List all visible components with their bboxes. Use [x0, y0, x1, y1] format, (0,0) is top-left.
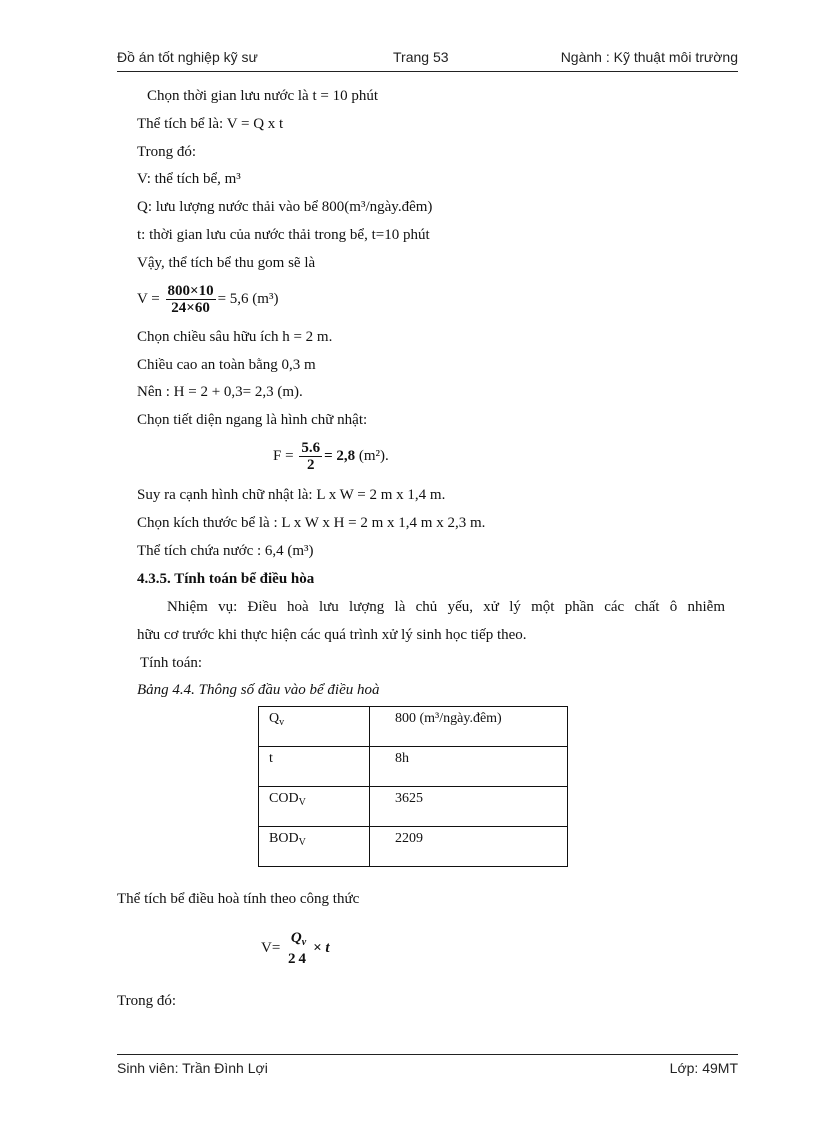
section-heading: 4.3.5. Tính toán bể điều hòa [137, 571, 315, 587]
text-line: Tính toán: [140, 655, 203, 671]
table-row [259, 707, 568, 747]
param-cell [259, 827, 370, 867]
page-header [117, 49, 738, 72]
eq-rhs: = 5,6 (m³) [217, 291, 279, 307]
eq-lhs: F = [273, 448, 294, 464]
text-line: V: thể tích bể, m³ [137, 171, 241, 187]
eq-numerator-symbol: Q [290, 930, 302, 947]
text-line: Trong đó: [117, 993, 177, 1009]
eq-numerator-subscript: v [301, 937, 307, 949]
equation-volume-equalization [261, 928, 330, 968]
table-caption: Bảng 4.4. Thông số đầu vào bể điều hoà [137, 682, 380, 698]
eq-fraction [166, 283, 216, 316]
value-cell: 8h [370, 747, 568, 787]
eq-fraction [299, 440, 322, 473]
eq-lhs: V = [137, 291, 160, 307]
eq-fraction [286, 930, 311, 967]
value-cell: 3625 [370, 787, 568, 827]
eq-denominator: 2 [306, 457, 315, 474]
table-row [259, 747, 568, 787]
eq-rhs: × t [313, 940, 330, 956]
param-name: BOD [269, 831, 299, 846]
text-line: Thể tích bể là: V = Q x t [137, 116, 284, 132]
eq-unit: (m²). [358, 448, 389, 464]
eq-numerator: 5.6 [301, 440, 321, 457]
text-line: t: thời gian lưu của nước thải trong bể, t=10 phút [137, 227, 430, 243]
header-title: Đồ án tốt nghiệp kỹ sư [117, 49, 258, 65]
eq-denominator: 24 [288, 951, 310, 968]
eq-denominator: 24×60 [171, 300, 210, 317]
text-line: Nên : H = 2 + 0,3= 2,3 (m). [137, 384, 303, 400]
eq-numerator: 800×10 [167, 283, 214, 300]
value-cell: 2209 [370, 827, 568, 867]
text-line: Chọn kích thước bể là : L x W x H = 2 m x 1,4 m x 2,3 m. [137, 515, 486, 531]
param-cell [259, 787, 370, 827]
param-name: t [269, 751, 273, 766]
text-line: Vậy, thể tích bể thu gom sẽ là [137, 255, 316, 271]
param-subscript: v [279, 717, 285, 728]
text-line: Chiều cao an toàn bằng 0,3 m [137, 357, 316, 373]
text-line: Chọn chiều sâu hữu ích h = 2 m. [137, 329, 333, 345]
text-line: Suy ra cạnh hình chữ nhật là: L x W = 2 m x 1,4 m. [137, 487, 446, 503]
text-line: Thể tích chứa nước : 6,4 (m³) [137, 543, 314, 559]
eq-numerator [286, 930, 311, 951]
param-name: COD [269, 791, 299, 806]
table-row [259, 827, 568, 867]
text-line: Chọn thời gian lưu nước là t = 10 phút [147, 88, 378, 104]
input-parameters-table [258, 706, 568, 867]
param-name: Q [269, 711, 280, 726]
param-subscript: V [298, 837, 306, 848]
eq-rhs: = 2,8 [324, 448, 356, 464]
value-cell: 800 (m³/ngày.đêm) [370, 707, 568, 747]
header-page-number: Trang 53 [393, 49, 449, 65]
text-line: Thể tích bể điều hoà tính theo công thức [117, 891, 360, 907]
equation-area [273, 437, 389, 475]
header-department: Ngành : Kỹ thuật môi trường [560, 49, 738, 65]
param-subscript: V [298, 797, 306, 808]
param-cell [259, 707, 370, 747]
paragraph-line: hữu cơ trước khi thực hiện các quá trình xử lý sinh học tiếp theo. [137, 627, 527, 643]
text-line: Trong đó: [137, 144, 197, 160]
footer-student: Sinh viên: Trần Đình Lợi [117, 1060, 268, 1076]
page-footer [117, 1054, 738, 1082]
text-line: Chọn tiết diện ngang là hình chữ nhật: [137, 412, 368, 428]
text-line: Q: lưu lượng nước thải vào bể 800(m³/ngày.đêm) [137, 199, 433, 215]
param-cell [259, 747, 370, 787]
equation-volume [137, 280, 278, 318]
table-row [259, 787, 568, 827]
paragraph-line: Nhiệm vụ: Điều hoà lưu lượng là chủ yếu, xử lý một phần các chất ô nhiễm [167, 599, 725, 615]
footer-class: Lớp: 49MT [669, 1060, 738, 1076]
eq-lhs: V= [261, 940, 281, 956]
